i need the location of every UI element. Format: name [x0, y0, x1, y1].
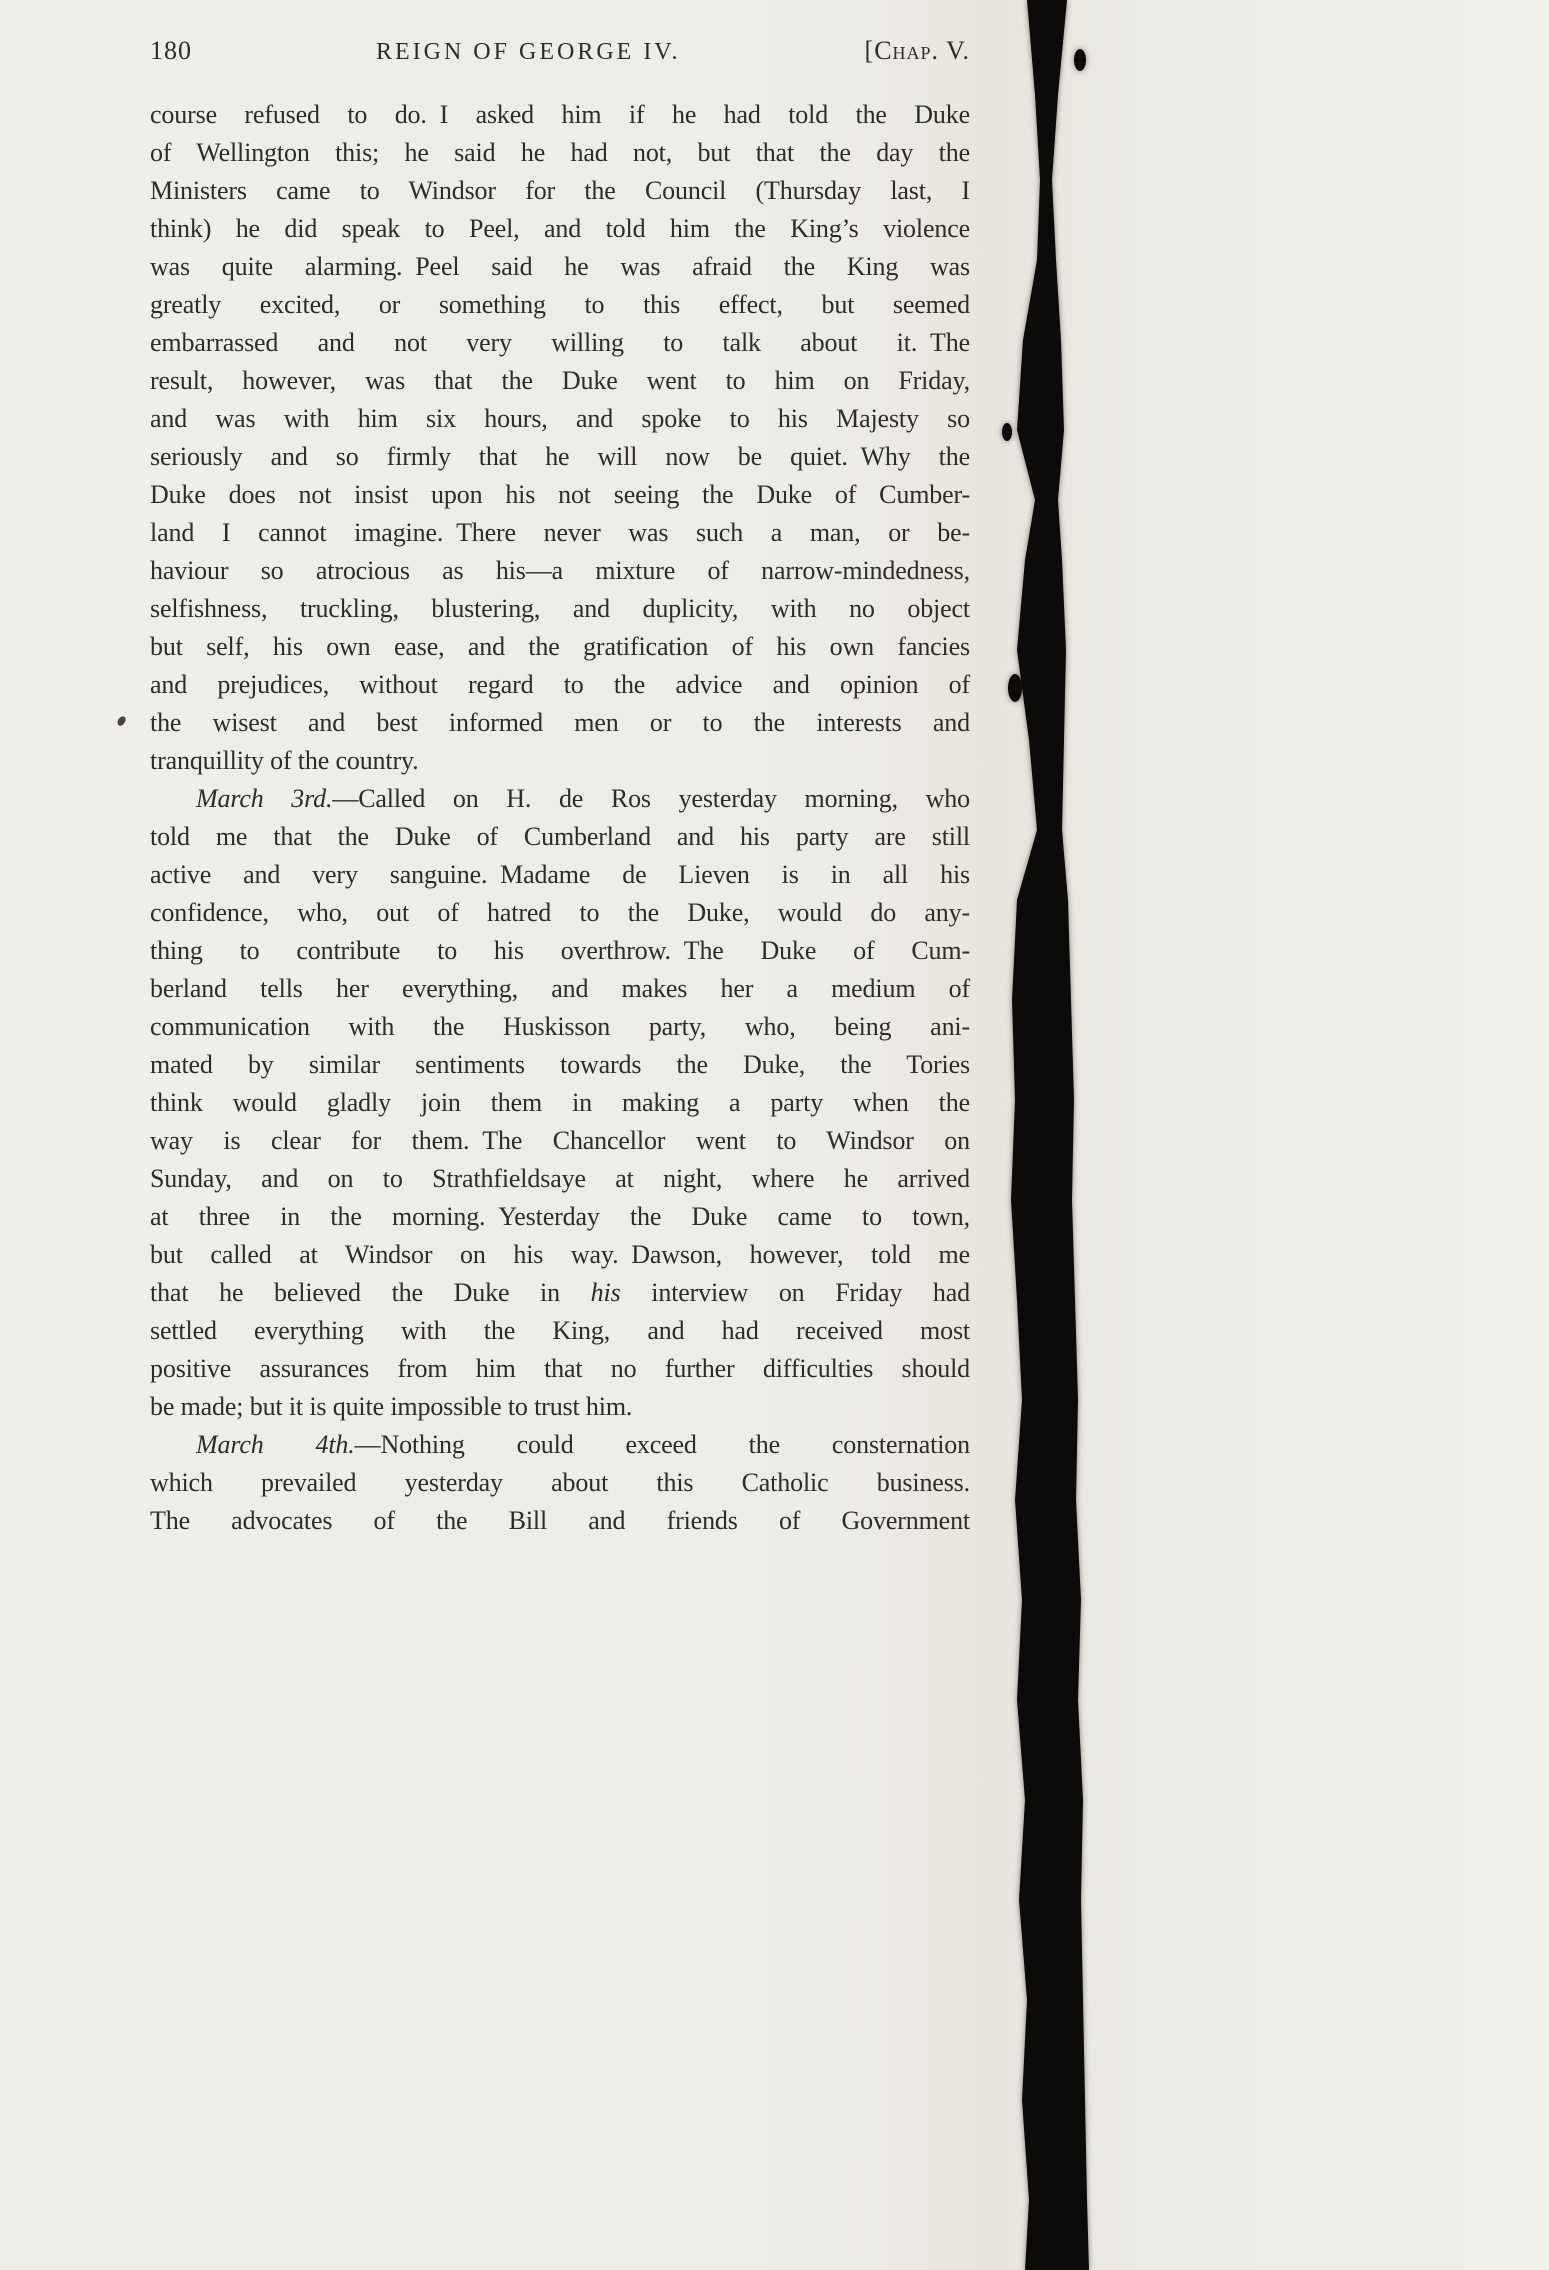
- page-header: [150, 36, 970, 72]
- text-line: Ministers came to Windsor for the Council (Thursday last, I: [150, 176, 970, 205]
- chapter-label: [Chap. V.: [864, 36, 970, 65]
- paragraph: [150, 780, 970, 1426]
- text-line: settled everything with the King, and had received most: [150, 1316, 970, 1345]
- text-line: be made; but it is quite impossible to trust him.: [150, 1392, 633, 1421]
- text-line: The advocates of the Bill and friends of Government: [150, 1506, 970, 1535]
- italic-text: his: [590, 1278, 621, 1307]
- text-line: which prevailed yesterday about this Catholic business.: [150, 1468, 970, 1497]
- text-line: land I cannot imagine. There never was such a man, or be-: [150, 518, 970, 547]
- text-line: that he believed the Duke in his interview on Friday had: [150, 1278, 970, 1307]
- text-line: result, however, was that the Duke went to him on Friday,: [150, 366, 970, 395]
- text-line: haviour so atrocious as his—a mixture of narrow-mindedness,: [150, 556, 970, 585]
- italic-text: March 4th.: [196, 1430, 355, 1459]
- page-number: 180: [150, 36, 192, 65]
- text-line: and prejudices, without regard to the advice and opinion of: [150, 670, 970, 699]
- ink-blot: [1074, 49, 1086, 71]
- paragraph: [150, 1426, 970, 1540]
- text-line: greatly excited, or something to this effect, but seemed: [150, 290, 970, 319]
- text-line: embarrassed and not very willing to talk about it. The: [150, 328, 970, 357]
- text-line: seriously and so firmly that he will now be quiet. Why the: [150, 442, 970, 471]
- paragraph: [150, 96, 970, 780]
- text-column: [150, 36, 970, 1540]
- text-line: told me that the Duke of Cumberland and his party are still: [150, 822, 970, 851]
- text-line: selfishness, truckling, blustering, and duplicity, with no object: [150, 594, 970, 623]
- text-line: the wisest and best informed men or to the interests and: [150, 708, 970, 737]
- running-title: REIGN OF GEORGE IV.: [375, 39, 681, 65]
- text-line: of Wellington this; he said he had not, but that the day the: [150, 138, 970, 167]
- text-line: berland tells her everything, and makes her a medium of: [150, 974, 970, 1003]
- text-line: confidence, who, out of hatred to the Duke, would do any-: [150, 898, 970, 927]
- text-line: March 3rd.—Called on H. de Ros yesterday morning, who: [196, 784, 970, 813]
- text-line: Sunday, and on to Strathfieldsaye at night, where he arrived: [150, 1164, 970, 1193]
- text-line: but called at Windsor on his way. Dawson, however, told me: [150, 1240, 970, 1269]
- text-line: course refused to do. I asked him if he had told the Duke: [150, 100, 970, 129]
- text-block: [150, 96, 970, 1540]
- ink-blot: [1008, 674, 1022, 702]
- text-line: think) he did speak to Peel, and told him the King’s violence: [150, 214, 970, 243]
- text-line: mated by similar sentiments towards the Duke, the Tories: [150, 1050, 970, 1079]
- text-line: positive assurances from him that no further difficulties should: [150, 1354, 970, 1383]
- text-line: but self, his own ease, and the gratification of his own fancies: [150, 632, 970, 661]
- text-line: was quite alarming. Peel said he was afraid the King was: [150, 252, 970, 281]
- text-line: way is clear for them. The Chancellor went to Windsor on: [150, 1126, 970, 1155]
- ink-blot: [1002, 423, 1012, 441]
- text-line: think would gladly join them in making a party when the: [150, 1088, 970, 1117]
- italic-text: March 3rd.: [196, 784, 333, 813]
- ink-speck: [116, 715, 127, 727]
- text-line: March 4th.—Nothing could exceed the consternation: [196, 1430, 970, 1459]
- text-line: and was with him six hours, and spoke to his Majesty so: [150, 404, 970, 433]
- text-line: at three in the morning. Yesterday the Duke came to town,: [150, 1202, 970, 1231]
- text-line: Duke does not insist upon his not seeing the Duke of Cumber-: [150, 480, 970, 509]
- text-line: active and very sanguine. Madame de Lieven is in all his: [150, 860, 970, 889]
- scan-artifact-band: [985, 0, 1125, 2270]
- text-line: tranquillity of the country.: [150, 746, 419, 775]
- text-line: communication with the Huskisson party, who, being ani-: [150, 1012, 970, 1041]
- text-line: thing to contribute to his overthrow. The Duke of Cum-: [150, 936, 970, 965]
